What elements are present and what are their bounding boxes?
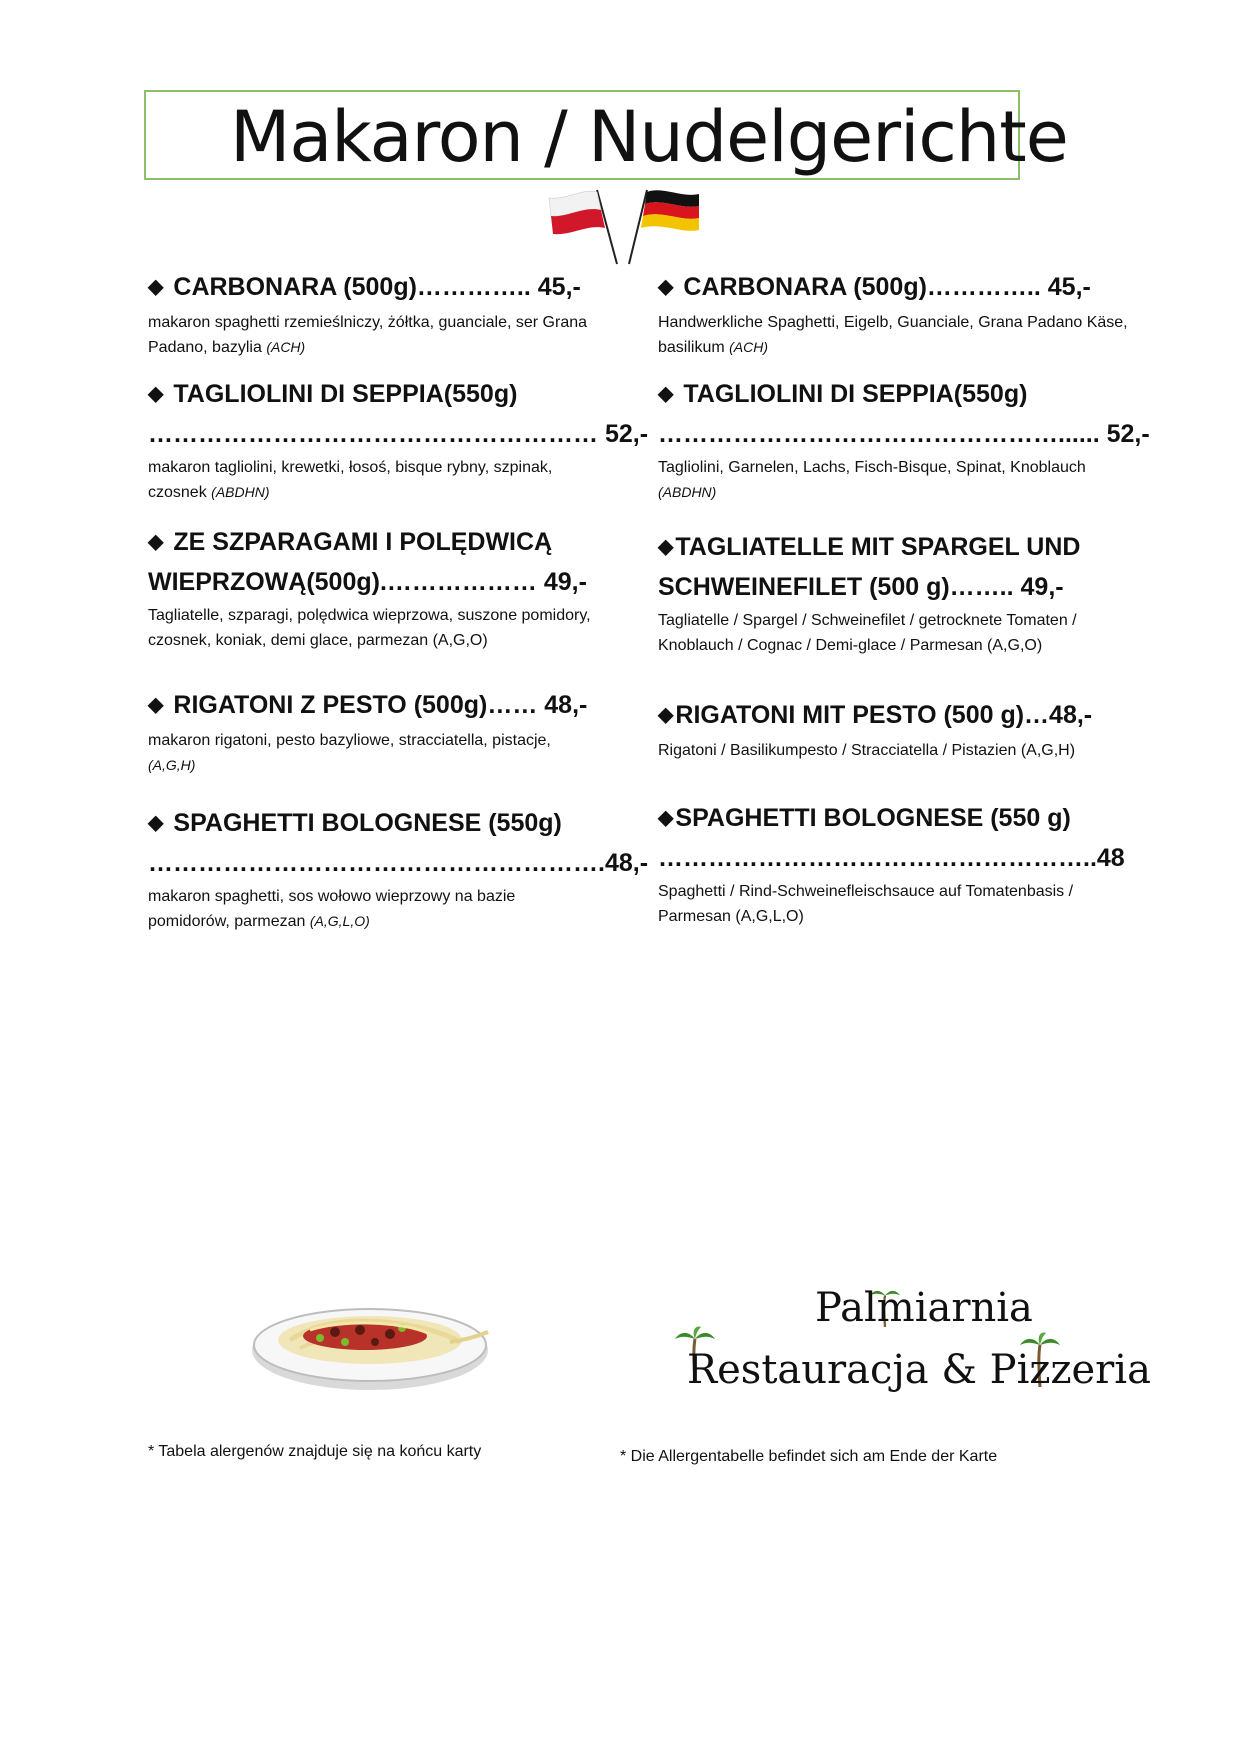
- flag-germany-icon: [629, 190, 699, 264]
- pasta-plate-icon: [250, 1290, 510, 1400]
- page-title: Makaron / Nudelgerichte: [230, 96, 1068, 178]
- allergen-note-polish: * Tabela alergenów znajduje się na końcu karty: [148, 1443, 482, 1460]
- item-price-line: ……………………………………………..48: [658, 844, 1125, 872]
- bullet-icon: ◆: [658, 704, 674, 726]
- item-price-line: ……………………………………………… 52,-: [148, 420, 649, 448]
- item-name: ◆TAGLIATELLE MIT SPARGEL UND: [658, 533, 1081, 561]
- allergen-codes: (ABDHN): [211, 484, 270, 500]
- item-description: Tagliolini, Garnelen, Lachs, Fisch-Bisque, Spinat, Knoblauch (ABDHN): [658, 459, 1086, 500]
- item-name: ◆ RIGATONI Z PESTO (500g)…… 48,-: [148, 691, 588, 719]
- item-description: Tagliatelle / Spargel / Schweinefilet / getrocknete Tomaten / Knoblauch / Cognac / Demi-glace / Parmesan (A,G,O): [658, 612, 1077, 654]
- bullet-icon: ◆: [148, 694, 164, 716]
- item-price-line: WIEPRZOWĄ(500g).……………… 49,-: [148, 568, 587, 596]
- item-description: makaron spaghetti, sos wołowo wieprzowy na bazie pomidorów, parmezan (A,G,L,O): [148, 888, 516, 930]
- allergen-codes: (ABDHN): [658, 484, 717, 500]
- bullet-icon: ◆: [658, 536, 674, 558]
- item-description: Tagliatelle, szparagi, polędwica wieprzowa, suszone pomidory, czosnek, koniak, demi glace, parmezan (A,G,O): [148, 607, 591, 649]
- menu-item-rigatoni-pl: [148, 686, 598, 778]
- bullet-icon: ◆: [658, 807, 674, 829]
- menu-item-bolognese-pl: [148, 804, 649, 934]
- item-name: ◆SPAGHETTI BOLOGNESE (550 g): [658, 804, 1071, 832]
- restaurant-logo: [675, 1285, 1151, 1415]
- menu-item-szparagi-pl: [148, 523, 598, 653]
- bullet-icon: ◆: [148, 812, 164, 834]
- allergen-codes: (A,G,L,O): [309, 913, 370, 929]
- item-price-line: SCHWEINEFILET (500 g)…….. 49,-: [658, 573, 1064, 601]
- item-name: ◆ ZE SZPARAGAMI I POLĘDWICĄ: [148, 528, 553, 556]
- logo-name: Palmiarnia: [815, 1285, 1033, 1331]
- menu-item-rigatoni-de: [658, 696, 1128, 763]
- item-name: ◆ TAGLIOLINI DI SEPPIA(550g): [658, 380, 1028, 408]
- item-price-line: ……………………………………………….48,-: [148, 849, 649, 877]
- bullet-icon: ◆: [148, 276, 164, 298]
- bullet-icon: ◆: [148, 383, 164, 405]
- flag-poland-icon: [549, 190, 617, 264]
- item-description: makaron spaghetti rzemieślniczy, żółtka, guanciale, ser Grana Padano, bazylia (ACH): [148, 314, 588, 356]
- item-description: Handwerkliche Spaghetti, Eigelb, Guanciale, Grana Padano Käse, basilikum (ACH): [658, 314, 1128, 356]
- allergen-codes: (A,G,H): [148, 757, 196, 773]
- item-name: ◆ SPAGHETTI BOLOGNESE (550g): [148, 809, 562, 837]
- title-box: [144, 90, 1068, 180]
- item-name: ◆RIGATONI MIT PESTO (500 g)…48,-: [658, 701, 1093, 729]
- menu-item-spargel-de: [658, 528, 1128, 658]
- item-name: ◆ CARBONARA (500g)………….. 45,-: [658, 273, 1091, 301]
- menu-item-carbonara-de: [658, 268, 1128, 360]
- item-description: Spaghetti / Rind-Schweinefleischsauce auf Tomatenbasis / Parmesan (A,G,L,O): [658, 883, 1074, 925]
- crossed-flags-icon: [545, 186, 705, 266]
- bullet-icon: ◆: [658, 383, 674, 405]
- menu-item-bolognese-de: [658, 799, 1128, 929]
- logo-subtitle: Restauracja & Pizzeria: [687, 1347, 1151, 1393]
- item-name: ◆ TAGLIOLINI DI SEPPIA(550g): [148, 380, 518, 408]
- allergen-codes: (ACH): [729, 339, 769, 355]
- allergen-note-german: * Die Allergentabelle befindet sich am Ende der Karte: [620, 1448, 998, 1465]
- bullet-icon: ◆: [148, 531, 164, 553]
- item-description: Rigatoni / Basilikumpesto / Stracciatella / Pistazien (A,G,H): [658, 742, 1076, 759]
- allergen-codes: (ACH): [266, 339, 306, 355]
- menu-item-seppia-pl: [148, 375, 649, 505]
- menu-item-seppia-de: [658, 375, 1150, 505]
- menu-item-carbonara-pl: [148, 268, 598, 360]
- bullet-icon: ◆: [658, 276, 674, 298]
- item-description: makaron rigatoni, pesto bazyliowe, stracciatella, pistacje, (A,G,H): [148, 732, 551, 773]
- item-price-line: …………………………………………...... 52,-: [658, 420, 1150, 448]
- item-name: ◆ CARBONARA (500g)………….. 45,-: [148, 273, 581, 301]
- item-description: makaron tagliolini, krewetki, łosoś, bisque rybny, szpinak, czosnek (ABDHN): [148, 459, 553, 501]
